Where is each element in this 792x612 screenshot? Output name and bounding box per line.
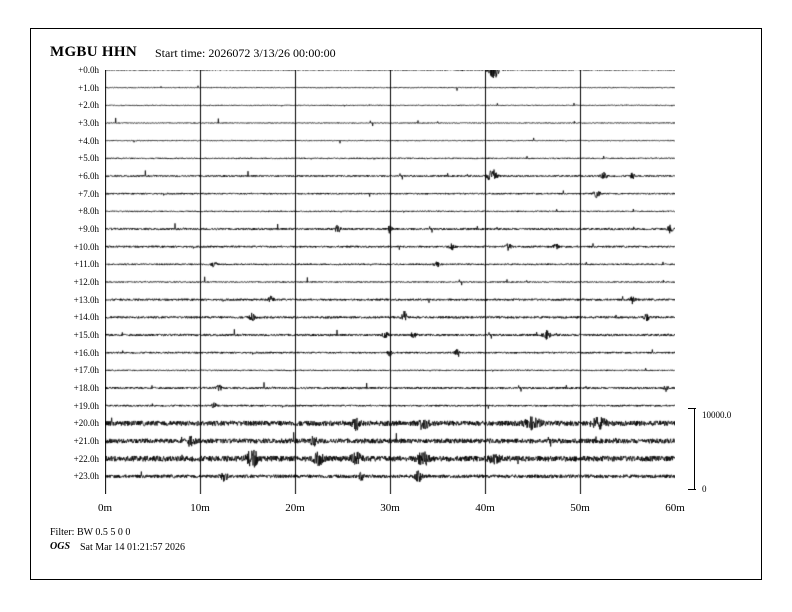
y-tick-label: +19.0h: [73, 400, 99, 411]
amplitude-scale-bar: [688, 408, 702, 490]
x-tick-label: 60m: [665, 502, 685, 514]
y-tick-label: +12.0h: [73, 277, 99, 287]
x-tick-label: 40m: [475, 502, 495, 514]
y-tick-label: +22.0h: [73, 453, 99, 464]
y-tick-label: +23.0h: [73, 471, 99, 482]
x-tick-label: 50m: [570, 502, 590, 514]
y-tick-label: +15.0h: [73, 330, 99, 340]
generated-timestamp: Sat Mar 14 01:21:57 2026: [80, 542, 185, 553]
start-time-label: Start time: 2026072 3/13/26 00:00:00: [155, 46, 336, 60]
y-tick-label: +16.0h: [73, 347, 99, 358]
y-tick-label: +13.0h: [73, 294, 99, 305]
trace-canvas: [105, 70, 675, 494]
y-tick-label: +4.0h: [78, 135, 99, 146]
filter-label: Filter: BW 0.5 5 0 0: [50, 527, 131, 538]
y-tick-label: +0.0h: [78, 65, 99, 75]
y-tick-label: +2.0h: [78, 100, 99, 111]
x-tick-label: 10m: [190, 502, 210, 514]
y-tick-label: +8.0h: [78, 206, 99, 217]
y-tick-label: +14.0h: [73, 312, 99, 323]
org-label: OGS: [50, 541, 71, 552]
helicorder-plot: [105, 70, 675, 494]
scale-min-label: 0: [702, 484, 707, 494]
y-tick-label: +1.0h: [78, 82, 99, 93]
page-title: MGBU HHN: [50, 44, 137, 60]
x-tick-label: 0m: [97, 502, 113, 514]
y-tick-label: +9.0h: [78, 224, 99, 234]
y-tick-label: +6.0h: [78, 171, 99, 181]
y-tick-label: +18.0h: [73, 383, 99, 393]
y-tick-label: +3.0h: [78, 118, 99, 128]
y-tick-label: +5.0h: [78, 153, 99, 164]
y-tick-label: +21.0h: [73, 436, 99, 446]
y-tick-label: +11.0h: [74, 259, 99, 270]
y-tick-label: +20.0h: [73, 418, 99, 429]
x-tick-label: 20m: [285, 502, 305, 514]
x-tick-label: 30m: [380, 502, 400, 514]
y-tick-label: +17.0h: [73, 365, 99, 376]
y-tick-label: +10.0h: [73, 241, 99, 252]
y-tick-label: +7.0h: [78, 188, 99, 199]
scale-max-label: 10000.0: [702, 410, 732, 420]
